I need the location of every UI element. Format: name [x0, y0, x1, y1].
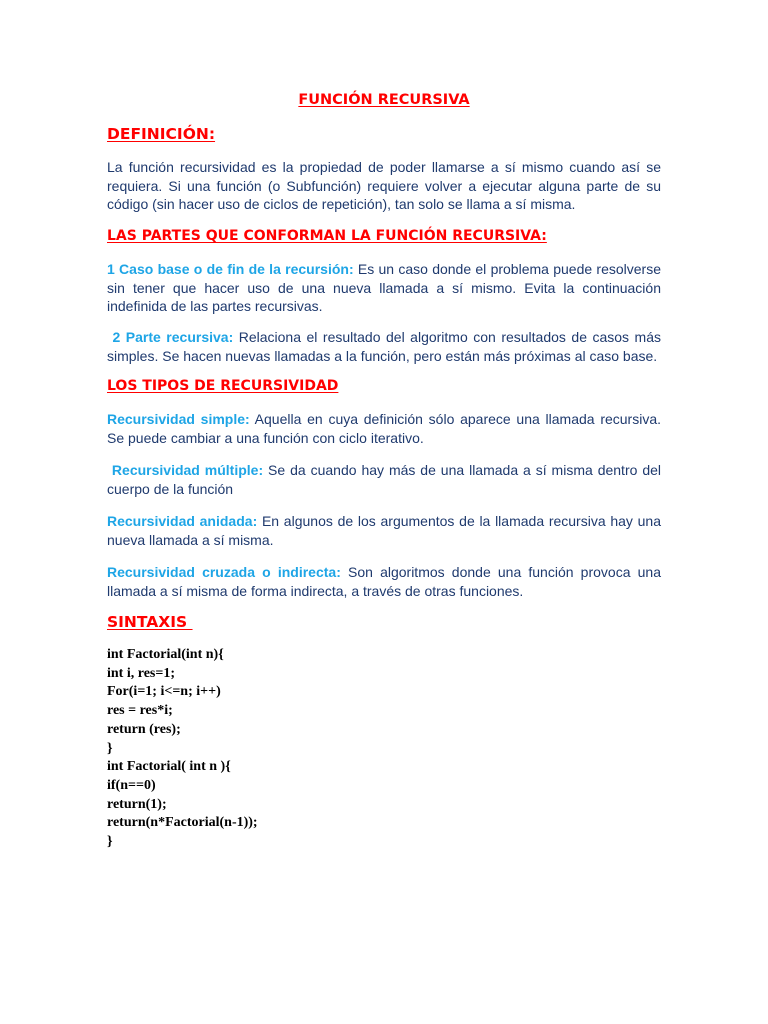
- heading-definicion: DEFINICIÓN:: [107, 125, 216, 143]
- heading-tipos: LOS TIPOS DE RECURSIVIDAD: [107, 378, 339, 394]
- tipo-cruzada: Recursividad cruzada o indirecta: Son algoritmos donde una función provoca una llamada a sí misma de forma indirecta, a través de otras funciones.: [107, 564, 661, 599]
- tipo-cruzada-term: Recursividad cruzada o indirecta: [107, 564, 337, 580]
- code-line: return(1);: [107, 796, 167, 812]
- parte-caso-base-text: Es un caso donde el problema puede resolverse sin tener que hacer uso de una nueva llamada a sí mismo. Evita la continuación indefinida de las partes recursivas.: [107, 261, 661, 315]
- tipo-simple-term: Recursividad simple: [107, 411, 246, 427]
- tipo-simple: Recursividad simple: Aquella en cuya definición sólo aparece una llamada recursiva. Se puede cambiar a una función con ciclo iterativo.: [107, 411, 662, 446]
- definicion-paragraph: La función recursividad es la propiedad de poder llamarse a sí mismo cuando así se requiera. Si una función (o Subfunción) requiere volver a ejecutar alguna parte de su código (sin hacer uso de ciclos de repetición), tan solo se llama a sí misma.: [107, 159, 661, 213]
- document-title: FUNCIÓN RECURSIVA: [298, 92, 470, 108]
- code-line: }: [107, 740, 113, 756]
- parte-recursiva: 2 Parte recursiva: Relaciona el resultado del algoritmo con resultados de casos más simples. Se hacen nuevas llamadas a la función, pero están más próximas al caso base.: [107, 329, 661, 364]
- code-line: For(i=1; i<=n; i++): [107, 684, 221, 700]
- heading-sintaxis: SINTAXIS: [107, 613, 193, 631]
- code-line: int Factorial(int n){: [107, 647, 224, 662]
- parte-recursiva-term: 2 Parte recursiva: [107, 329, 229, 345]
- code-line: return (res);: [107, 721, 181, 737]
- tipo-anidada: Recursividad anidada: En algunos de los argumentos de la llamada recursiva hay una nueva llamada a sí misma.: [107, 513, 661, 548]
- tipo-multiple: Recursividad múltiple: Se da cuando hay más de una llamada a sí misma dentro del cuerpo de la función: [107, 462, 662, 497]
- code-line: int i, res=1;: [107, 665, 175, 681]
- code-block: [107, 646, 258, 852]
- tipo-anidada-text: En algunos de los argumentos de la llamada recursiva hay una nueva llamada a sí misma.: [107, 513, 661, 548]
- tipo-multiple-term: Recursividad múltiple: [107, 462, 259, 478]
- tipo-simple-text: Aquella en cuya definición sólo aparece una llamada recursiva. Se puede cambiar a una función con ciclo iterativo.: [107, 411, 662, 446]
- heading-partes: LAS PARTES QUE CONFORMAN LA FUNCIÓN RECURSIVA:: [107, 228, 547, 244]
- code-line: return(n*Factorial(n-1));: [107, 815, 258, 831]
- parte-caso-base-term: 1 Caso base o de fin de la recursión: [107, 261, 349, 277]
- code-line: res = res*i;: [107, 703, 173, 719]
- parte-recursiva-text: Relaciona el resultado del algoritmo con resultados de casos más simples. Se hacen nuevas llamadas a la función, pero están más próximas al caso base.: [107, 329, 661, 364]
- code-line: if(n==0): [107, 777, 156, 793]
- tipo-multiple-text: Se da cuando hay más de una llamada a sí misma dentro del cuerpo de la función: [107, 462, 662, 497]
- tipo-cruzada-text: Son algoritmos donde una función provoca una llamada a sí misma de forma indirecta, a través de otras funciones.: [107, 564, 661, 599]
- code-line: int Factorial( int n ){: [107, 759, 231, 775]
- tipo-anidada-term: Recursividad anidada: [107, 513, 253, 529]
- parte-caso-base: 1 Caso base o de fin de la recursión: Es un caso donde el problema puede resolverse sin tener que hacer uso de una nueva llamada a sí mismo. Evita la continuación indefinida de las partes recursivas.: [107, 261, 661, 315]
- code-line: }: [107, 834, 113, 850]
